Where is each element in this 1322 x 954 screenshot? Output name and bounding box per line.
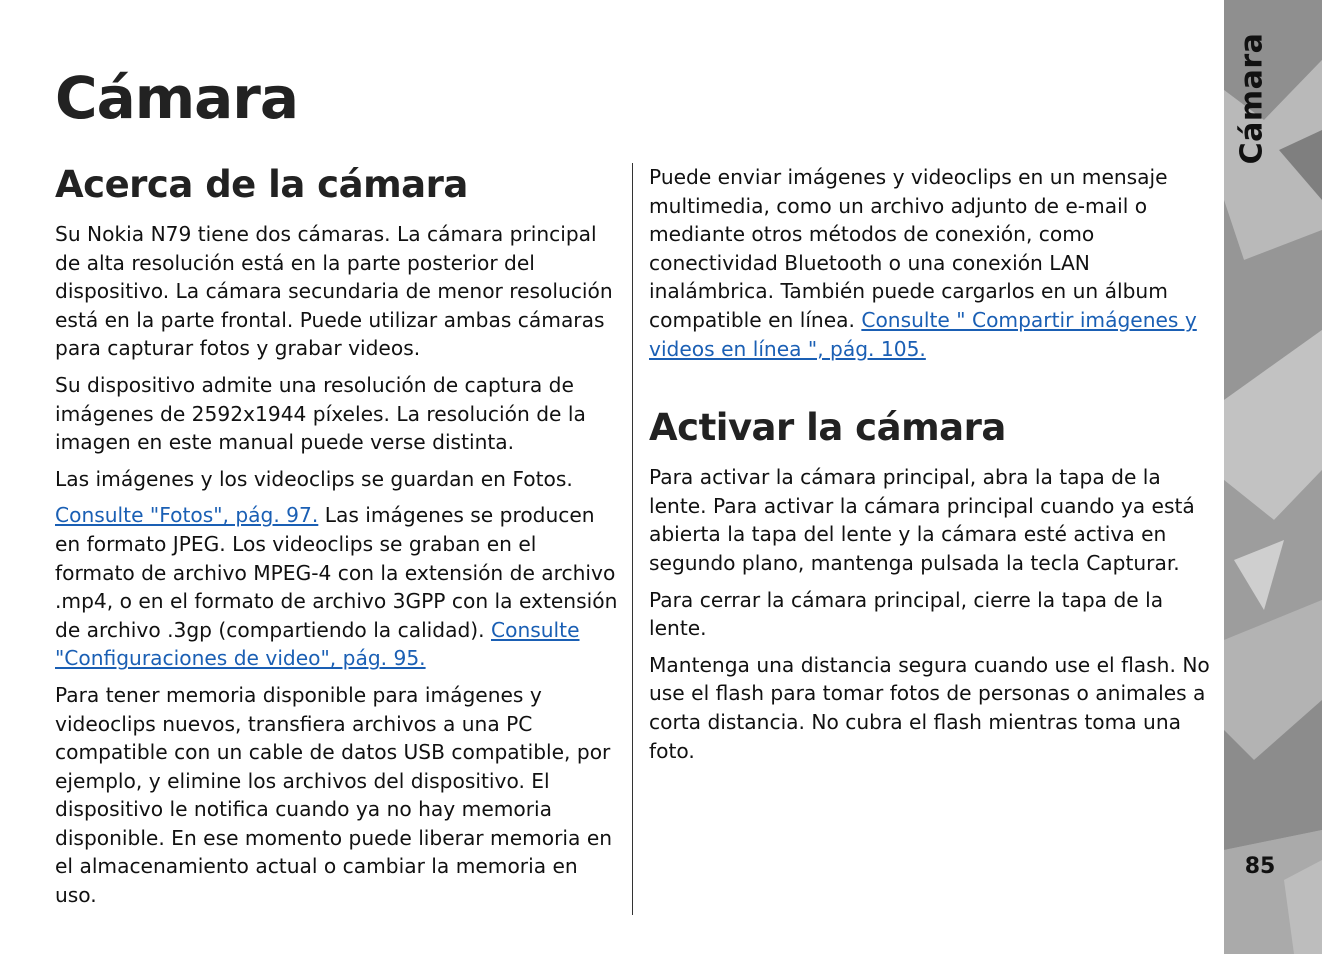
right-column: [649, 163, 1211, 773]
link-video-settings[interactable]: Consulte "Configuraciones de video", pág. 95.: [55, 617, 580, 671]
page-number: 85: [1244, 854, 1276, 879]
side-tab-label: [1222, 32, 1282, 164]
paragraph-resolution: Su dispositivo admite una resolución de captura de imágenes de 2592x1944 píxeles. La resolución de la imagen en este manual puede verse distinta.: [55, 372, 586, 455]
section-heading-about-camera: Acerca de la cámara: [55, 163, 468, 206]
link-fotos[interactable]: Consulte "Fotos", pág. 97.: [55, 503, 319, 528]
paragraph-activate: Para activar la cámara principal, abra la tapa de la lente. Para activar la cámara principal cuando ya está abierta la tapa del lente y la cámara esté activa en segundo plano, mantenga pulsada la tecla Capturar.: [649, 465, 1195, 575]
paragraph-flash: Mantenga una distancia segura cuando use el flash. No use el flash para tomar fotos de personas o animales a corta distancia. No cubra el flash mientras toma una foto.: [649, 652, 1210, 763]
page-title: Cámara: [55, 64, 299, 132]
paragraph-memory: Para tener memoria disponible para imágenes y videoclips nuevos, transfiera archivos a una PC compatible con un cable de datos USB compatible, por ejemplo, y elimine los archivos del dispositivo. El dispositivo le notifica cuando ya no hay memoria disponible. En ese momento puede liberar memoria en el almacenamiento actual o cambiar la memoria en uso.: [55, 682, 613, 908]
sharing-text: Puede enviar imágenes y videoclips en un mensaje multimedia, como un archivo adjunto de e-mail o mediante otros métodos de conexión, como conectividad Bluetooth o una conexión LAN inalámbrica. También puede cargarlos en un álbum compatible en línea.: [649, 165, 1168, 332]
paragraph-cameras: Su Nokia N79 tiene dos cámaras. La cámara principal de alta resolución está en la parte posterior del dispositivo. La cámara secundaria de menor resolución está en la parte frontal. Puede utilizar ambas cámaras para capturar fotos y grabar videos.: [55, 222, 613, 361]
side-tab-text: Cámara: [1234, 32, 1270, 164]
formats-text: Las imágenes se producen en formato JPEG. Los videoclips se graban en el formato de archivo MPEG-4 con la extensión de archivo .mp4, o en el formato de archivo 3GPP con la extensión de archivo .3gp (compartiendo la calidad).: [55, 503, 618, 642]
left-column: [55, 160, 618, 918]
section-heading-activate-camera: Activar la cámara: [649, 406, 1006, 450]
paragraph-sharing: [649, 163, 1211, 363]
column-divider: [632, 163, 633, 915]
link-share-online[interactable]: Consulte " Compartir imágenes y videos en línea ", pág. 105.: [649, 307, 1197, 361]
paragraph-storage: Las imágenes y los videoclips se guardan en Fotos.: [55, 466, 573, 491]
paragraph-formats: [55, 501, 618, 673]
paragraph-close: Para cerrar la cámara principal, cierre la tapa de la lente.: [649, 587, 1164, 641]
